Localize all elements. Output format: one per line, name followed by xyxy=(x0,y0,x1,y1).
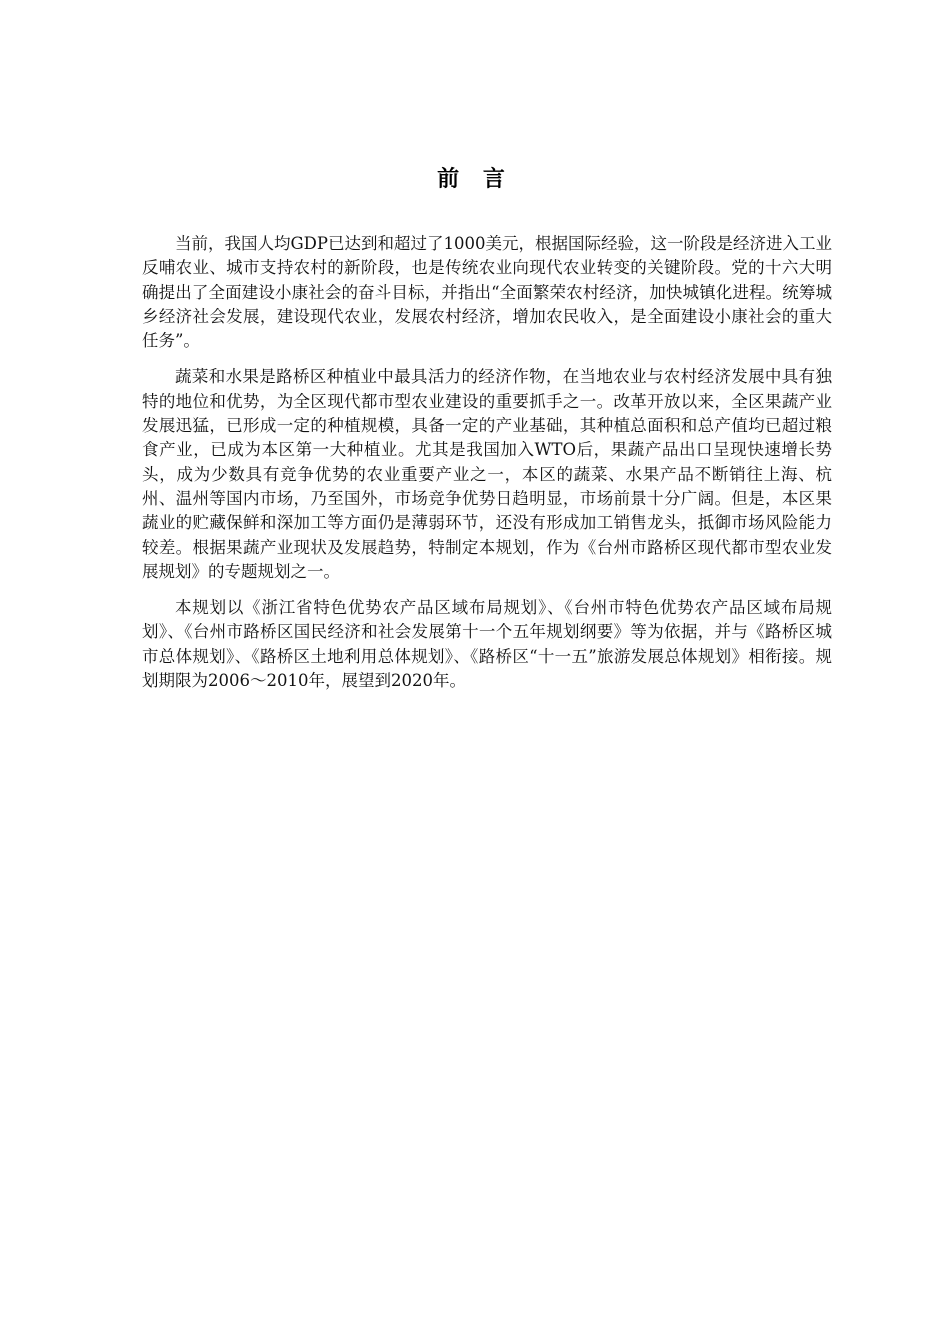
paragraph-3: 本规划以《浙江省特色优势农产品区域布局规划》、《台州市特色优势农产品区域布局规划》、《台州市路桥区国民经济和社会发展第十一个五年规划纲要》等为依据，并与《路桥区城市总体规划》、《路桥区土地利用总体规划》、《路桥区“十一五”旅游发展总体规划》相衔接。规划期限为2006～2010年，展望到2020年。 xyxy=(142,598,832,691)
page-title: 前 言 xyxy=(437,167,513,192)
paragraph-1: 当前，我国人均GDP已达到和超过了1000美元，根据国际经验，这一阶段是经济进入工业反哺农业、城市支持农村的新阶段，也是传统农业向现代农业转变的关键阶段。党的十六大明确提出了全面建设小康社会的奋斗目标，并指出“全面繁荣农村经济，加快城镇化进程。统筹城乡经济社会发展，建设现代农业，发展农村经济，增加农民收入，是全面建设小康社会的重大任务”。 xyxy=(142,234,833,351)
document-body xyxy=(142,232,832,705)
paragraph-2: 蔬菜和水果是路桥区种植业中最具活力的经济作物，在当地农业与农村经济发展中具有独特的地位和优势，为全区现代都市型农业建设的重要抓手之一。改革开放以来，全区果蔬产业发展迅猛，已形成一定的种植规模，具备一定的产业基础，其种植总面积和总产值均已超过粮食产业，已成为本区第一大种植业。尤其是我国加入WTO后，果蔬产品出口呈现快速增长势头，成为少数具有竞争优势的农业重要产业之一，本区的蔬菜、水果产品不断销往上海、杭州、温州等国内市场，乃至国外，市场竞争优势日趋明显，市场前景十分广阔。但是，本区果蔬业的贮藏保鲜和深加工等方面仍是薄弱环节，还没有形成加工销售龙头，抵御市场风险能力较差。根据果蔬产业现状及发展趋势，特制定本规划，作为《台州市路桥区现代都市型农业发展规划》的专题规划之一。 xyxy=(142,367,832,581)
